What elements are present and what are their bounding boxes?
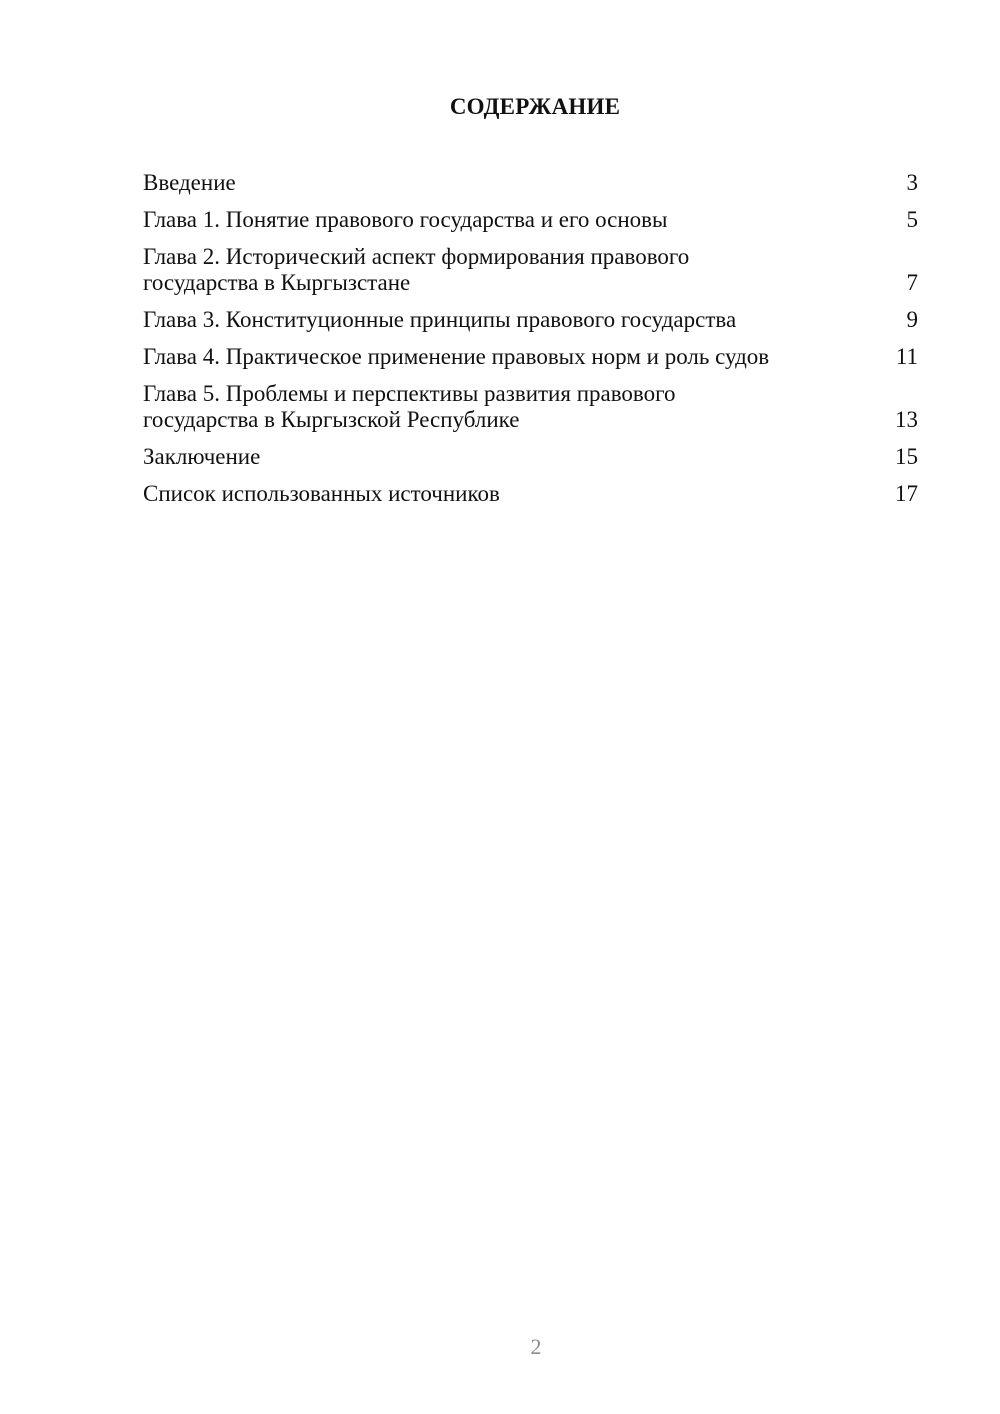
toc-entry-page: 15 <box>895 444 918 469</box>
toc-entry-page: 13 <box>895 407 918 432</box>
toc-entry-chapter-1[interactable] <box>143 207 918 233</box>
toc-entry-text: Глава 4. Практическое применение правовых норм и роль судов <box>143 344 770 369</box>
toc-entry-text: Глава 3. Конституционные принципы правового государства <box>143 307 737 332</box>
toc-entry-chapter-4[interactable] <box>143 344 918 370</box>
toc-entry-page: 5 <box>906 207 918 232</box>
toc-entry-text: Глава 1. Понятие правового государства и его основы <box>143 207 668 232</box>
toc-entry-page: 17 <box>895 481 918 506</box>
page-number: 2 <box>530 1334 542 1359</box>
table-of-contents <box>143 170 918 518</box>
toc-entry-page: 7 <box>906 270 918 295</box>
toc-entry-page: 3 <box>906 170 918 195</box>
toc-entry-text: Заключение <box>143 444 261 469</box>
toc-entry-page: 9 <box>906 307 918 332</box>
toc-entry-references[interactable] <box>143 481 918 507</box>
toc-entry-introduction[interactable] <box>143 170 918 196</box>
toc-entry-page: 11 <box>895 344 918 369</box>
toc-entry-chapter-2[interactable] <box>143 244 918 296</box>
toc-entry-text: Глава 2. Исторический аспект формирования правового государства в Кыргызстане <box>143 244 690 295</box>
toc-entry-text: Введение <box>143 170 236 195</box>
toc-entry-text: Глава 5. Проблемы и перспективы развития правового государства в Кыргызской Республике <box>143 381 676 432</box>
toc-entry-text: Список использованных источников <box>143 481 500 506</box>
toc-entry-chapter-5[interactable] <box>143 381 918 433</box>
toc-entry-chapter-3[interactable] <box>143 307 918 333</box>
page-title: СОДЕРЖАНИЕ <box>449 94 621 119</box>
toc-entry-conclusion[interactable] <box>143 444 918 470</box>
